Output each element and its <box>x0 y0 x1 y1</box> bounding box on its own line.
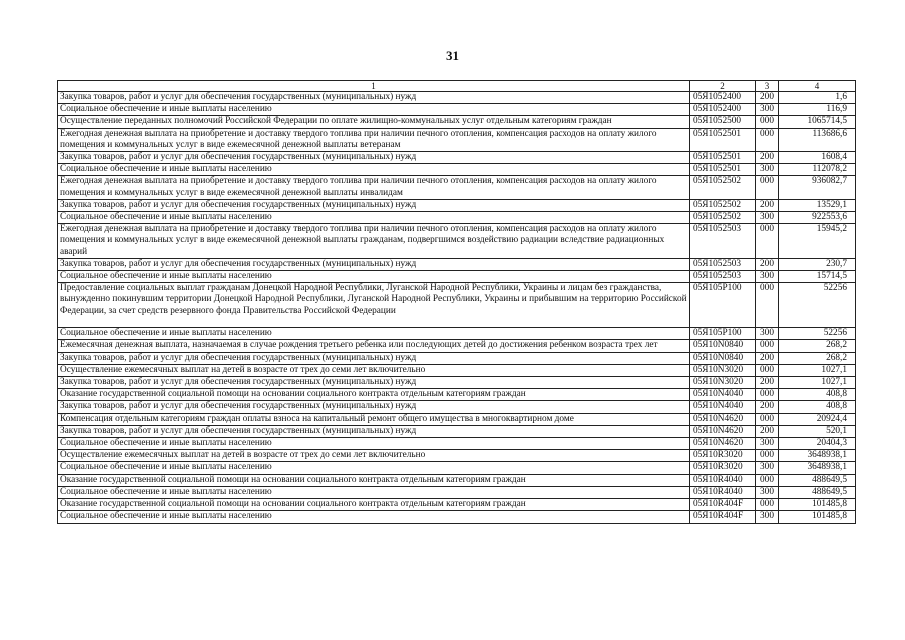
row-type-cell: 200 <box>756 352 779 364</box>
row-type-cell: 200 <box>756 425 779 437</box>
row-amount-cell: 268,2 <box>779 352 856 364</box>
row-amount-cell: 230,7 <box>779 258 856 270</box>
table-row <box>58 164 856 176</box>
row-name-cell: Ежегодная денежная выплата на приобретение и доставку твердого топлива при наличии печного отопления, компенсация расходов на оплату жилого помещения и коммунальных услуг в виде ежемесячной денежной выплаты инвалидам <box>58 176 690 199</box>
table-row <box>58 340 856 352</box>
row-name-cell: Осуществление ежемесячных выплат на детей в возрасте от трех до семи лет включительно <box>58 364 690 376</box>
row-code-cell: 05Я105Р100 <box>690 328 756 340</box>
table-row <box>58 486 856 498</box>
row-name-cell: Закупка товаров, работ и услуг для обеспечения государственных (муниципальных) нужд <box>58 425 690 437</box>
row-type-cell: 300 <box>756 511 779 523</box>
row-amount-cell: 112078,2 <box>779 164 856 176</box>
row-name-cell: Социальное обеспечение и иные выплаты населению <box>58 271 690 283</box>
row-type-cell: 200 <box>756 152 779 164</box>
row-type-cell: 300 <box>756 212 779 224</box>
row-code-cell: 05Я1052503 <box>690 258 756 270</box>
row-type-cell: 000 <box>756 389 779 401</box>
row-amount-cell: 52256 <box>779 328 856 340</box>
row-type-cell: 300 <box>756 438 779 450</box>
row-amount-cell: 3648938,1 <box>779 462 856 474</box>
row-amount-cell: 15714,5 <box>779 271 856 283</box>
row-code-cell: 05Я10N4040 <box>690 389 756 401</box>
table-row <box>58 450 856 462</box>
row-code-cell: 05Я10R4040 <box>690 474 756 486</box>
row-amount-cell: 20404,3 <box>779 438 856 450</box>
row-name-cell: Закупка товаров, работ и услуг для обеспечения государственных (муниципальных) нужд <box>58 258 690 270</box>
row-amount-cell: 52256 <box>779 283 856 328</box>
page-number: 31 <box>446 48 459 63</box>
row-amount-cell: 13529,1 <box>779 199 856 211</box>
budget-table-body <box>58 81 856 524</box>
row-type-cell: 000 <box>756 474 779 486</box>
table-row <box>58 128 856 151</box>
row-type-cell: 000 <box>756 340 779 352</box>
row-code-cell: 05Я1052500 <box>690 116 756 128</box>
row-name-cell: Закупка товаров, работ и услуг для обеспечения государственных (муниципальных) нужд <box>58 401 690 413</box>
row-type-cell: 000 <box>756 283 779 328</box>
row-amount-cell: 520,1 <box>779 425 856 437</box>
table-row <box>58 401 856 413</box>
table-row <box>58 224 856 259</box>
row-code-cell: 05Я10N4620 <box>690 413 756 425</box>
row-name-cell: Оказание государственной социальной помощи на основании социального контракта отдельным категориям граждан <box>58 389 690 401</box>
row-code-cell: 05Я1052502 <box>690 212 756 224</box>
row-code-cell: 05Я1052503 <box>690 224 756 259</box>
table-row <box>58 283 856 328</box>
row-code-cell: 05Я10R3020 <box>690 450 756 462</box>
row-name-cell: Социальное обеспечение и иные выплаты населению <box>58 104 690 116</box>
row-amount-cell: 3648938,1 <box>779 450 856 462</box>
header-col-1: 1 <box>58 81 690 92</box>
row-code-cell: 05Я1052400 <box>690 92 756 104</box>
row-name-cell: Ежемесячная денежная выплата, назначаемая в случае рождения третьего ребенка или последующих детей до достижения ребенком возраста трех лет <box>58 340 690 352</box>
row-type-cell: 000 <box>756 176 779 199</box>
row-amount-cell: 408,8 <box>779 401 856 413</box>
row-code-cell: 05Я10N4620 <box>690 438 756 450</box>
row-amount-cell: 1608,4 <box>779 152 856 164</box>
table-row <box>58 328 856 340</box>
row-code-cell: 05Я10N0840 <box>690 352 756 364</box>
table-row <box>58 462 856 474</box>
row-amount-cell: 113686,6 <box>779 128 856 151</box>
row-code-cell: 05Я1052501 <box>690 164 756 176</box>
table-row <box>58 212 856 224</box>
row-name-cell: Закупка товаров, работ и услуг для обеспечения государственных (муниципальных) нужд <box>58 377 690 389</box>
row-code-cell: 05Я10N4040 <box>690 401 756 413</box>
table-row <box>58 511 856 523</box>
row-code-cell: 05Я1052501 <box>690 152 756 164</box>
row-type-cell: 000 <box>756 224 779 259</box>
row-code-cell: 05Я10N4620 <box>690 425 756 437</box>
row-amount-cell: 922553,6 <box>779 212 856 224</box>
table-row <box>58 413 856 425</box>
row-name-cell: Социальное обеспечение и иные выплаты населению <box>58 328 690 340</box>
row-name-cell: Социальное обеспечение и иные выплаты населению <box>58 438 690 450</box>
row-code-cell: 05Я1052400 <box>690 104 756 116</box>
table-row <box>58 116 856 128</box>
row-name-cell: Ежегодная денежная выплата на приобретение и доставку твердого топлива при наличии печного отопления, компенсация расходов на оплату жилого помещения и коммунальных услуг в виде ежемесячной денежной выплаты ветеранам <box>58 128 690 151</box>
table-row <box>58 199 856 211</box>
row-name-cell: Закупка товаров, работ и услуг для обеспечения государственных (муниципальных) нужд <box>58 199 690 211</box>
row-name-cell: Ежегодная денежная выплата на приобретение и доставку твердого топлива при наличии печного отопления, компенсация расходов на оплату жилого помещения и коммунальных услуг в виде ежемесячной денежной выплаты гражданам, подвергшимся воздействию радиации вследствие радиационных аварий <box>58 224 690 259</box>
row-amount-cell: 1027,1 <box>779 377 856 389</box>
row-type-cell: 300 <box>756 486 779 498</box>
row-type-cell: 300 <box>756 271 779 283</box>
row-name-cell: Социальное обеспечение и иные выплаты населению <box>58 164 690 176</box>
table-header-row <box>58 81 856 92</box>
row-amount-cell: 268,2 <box>779 340 856 352</box>
row-type-cell: 200 <box>756 377 779 389</box>
row-amount-cell: 488649,5 <box>779 474 856 486</box>
table-row <box>58 474 856 486</box>
row-type-cell: 200 <box>756 258 779 270</box>
row-code-cell: 05Я10R404F <box>690 511 756 523</box>
table-row <box>58 425 856 437</box>
row-type-cell: 200 <box>756 199 779 211</box>
row-amount-cell: 20924,4 <box>779 413 856 425</box>
budget-table <box>57 80 856 524</box>
row-name-cell: Оказание государственной социальной помощи на основании социального контракта отдельным категориям граждан <box>58 499 690 511</box>
row-name-cell: Осуществление ежемесячных выплат на детей в возрасте от трех до семи лет включительно <box>58 450 690 462</box>
row-amount-cell: 1027,1 <box>779 364 856 376</box>
row-code-cell: 05Я10R404F <box>690 499 756 511</box>
table-row <box>58 364 856 376</box>
row-code-cell: 05Я1052502 <box>690 176 756 199</box>
row-name-cell: Предоставление социальных выплат гражданам Донецкой Народной Республики, Луганской Народной Республики, Украины и лицам без гражданства, вынужденно покинувшим территории Донецкой Народной Республики, Луганской Народной Республики, Украины и прибывшим на территорию Российской Федерации, за счет средств резервного фонда Правительства Российской Федерации <box>58 283 690 328</box>
table-row <box>58 438 856 450</box>
table-row <box>58 176 856 199</box>
row-type-cell: 000 <box>756 128 779 151</box>
row-name-cell: Закупка товаров, работ и услуг для обеспечения государственных (муниципальных) нужд <box>58 152 690 164</box>
row-amount-cell: 1,6 <box>779 92 856 104</box>
row-code-cell: 05Я10N0840 <box>690 340 756 352</box>
table-row <box>58 104 856 116</box>
row-name-cell: Социальное обеспечение и иные выплаты населению <box>58 462 690 474</box>
row-amount-cell: 116,9 <box>779 104 856 116</box>
row-name-cell: Социальное обеспечение и иные выплаты населению <box>58 212 690 224</box>
table-row <box>58 377 856 389</box>
header-col-2: 2 <box>690 81 756 92</box>
table-row <box>58 271 856 283</box>
row-name-cell: Компенсация отдельным категориям граждан оплаты взноса на капитальный ремонт общего имущества в многоквартирном доме <box>58 413 690 425</box>
table-row <box>58 389 856 401</box>
row-type-cell: 300 <box>756 104 779 116</box>
row-code-cell: 05Я105Р100 <box>690 283 756 328</box>
row-code-cell: 05Я10R4040 <box>690 486 756 498</box>
row-type-cell: 000 <box>756 116 779 128</box>
row-code-cell: 05Я1052503 <box>690 271 756 283</box>
row-amount-cell: 101485,8 <box>779 499 856 511</box>
table-row <box>58 499 856 511</box>
row-amount-cell: 408,8 <box>779 389 856 401</box>
row-name-cell: Социальное обеспечение и иные выплаты населению <box>58 511 690 523</box>
header-col-3: 3 <box>756 81 779 92</box>
row-amount-cell: 101485,8 <box>779 511 856 523</box>
row-code-cell: 05Я10R3020 <box>690 462 756 474</box>
row-code-cell: 05Я10N3020 <box>690 364 756 376</box>
row-name-cell: Осуществление переданных полномочий Российской Федерации по оплате жилищно-коммунальных услуг отдельным категориям граждан <box>58 116 690 128</box>
row-amount-cell: 15945,2 <box>779 224 856 259</box>
table-row <box>58 152 856 164</box>
row-name-cell: Социальное обеспечение и иные выплаты населению <box>58 486 690 498</box>
row-type-cell: 000 <box>756 450 779 462</box>
row-code-cell: 05Я1052501 <box>690 128 756 151</box>
row-code-cell: 05Я10N3020 <box>690 377 756 389</box>
row-name-cell: Закупка товаров, работ и услуг для обеспечения государственных (муниципальных) нужд <box>58 92 690 104</box>
row-amount-cell: 1065714,5 <box>779 116 856 128</box>
header-col-4: 4 <box>779 81 856 92</box>
row-code-cell: 05Я1052502 <box>690 199 756 211</box>
table-row <box>58 352 856 364</box>
row-type-cell: 300 <box>756 462 779 474</box>
row-name-cell: Оказание государственной социальной помощи на основании социального контракта отдельным категориям граждан <box>58 474 690 486</box>
row-type-cell: 300 <box>756 328 779 340</box>
row-type-cell: 000 <box>756 413 779 425</box>
row-name-cell: Закупка товаров, работ и услуг для обеспечения государственных (муниципальных) нужд <box>58 352 690 364</box>
table-row <box>58 92 856 104</box>
row-type-cell: 200 <box>756 401 779 413</box>
row-amount-cell: 936082,7 <box>779 176 856 199</box>
table-row <box>58 258 856 270</box>
row-type-cell: 200 <box>756 92 779 104</box>
row-type-cell: 000 <box>756 364 779 376</box>
row-type-cell: 300 <box>756 164 779 176</box>
row-type-cell: 000 <box>756 499 779 511</box>
row-amount-cell: 488649,5 <box>779 486 856 498</box>
